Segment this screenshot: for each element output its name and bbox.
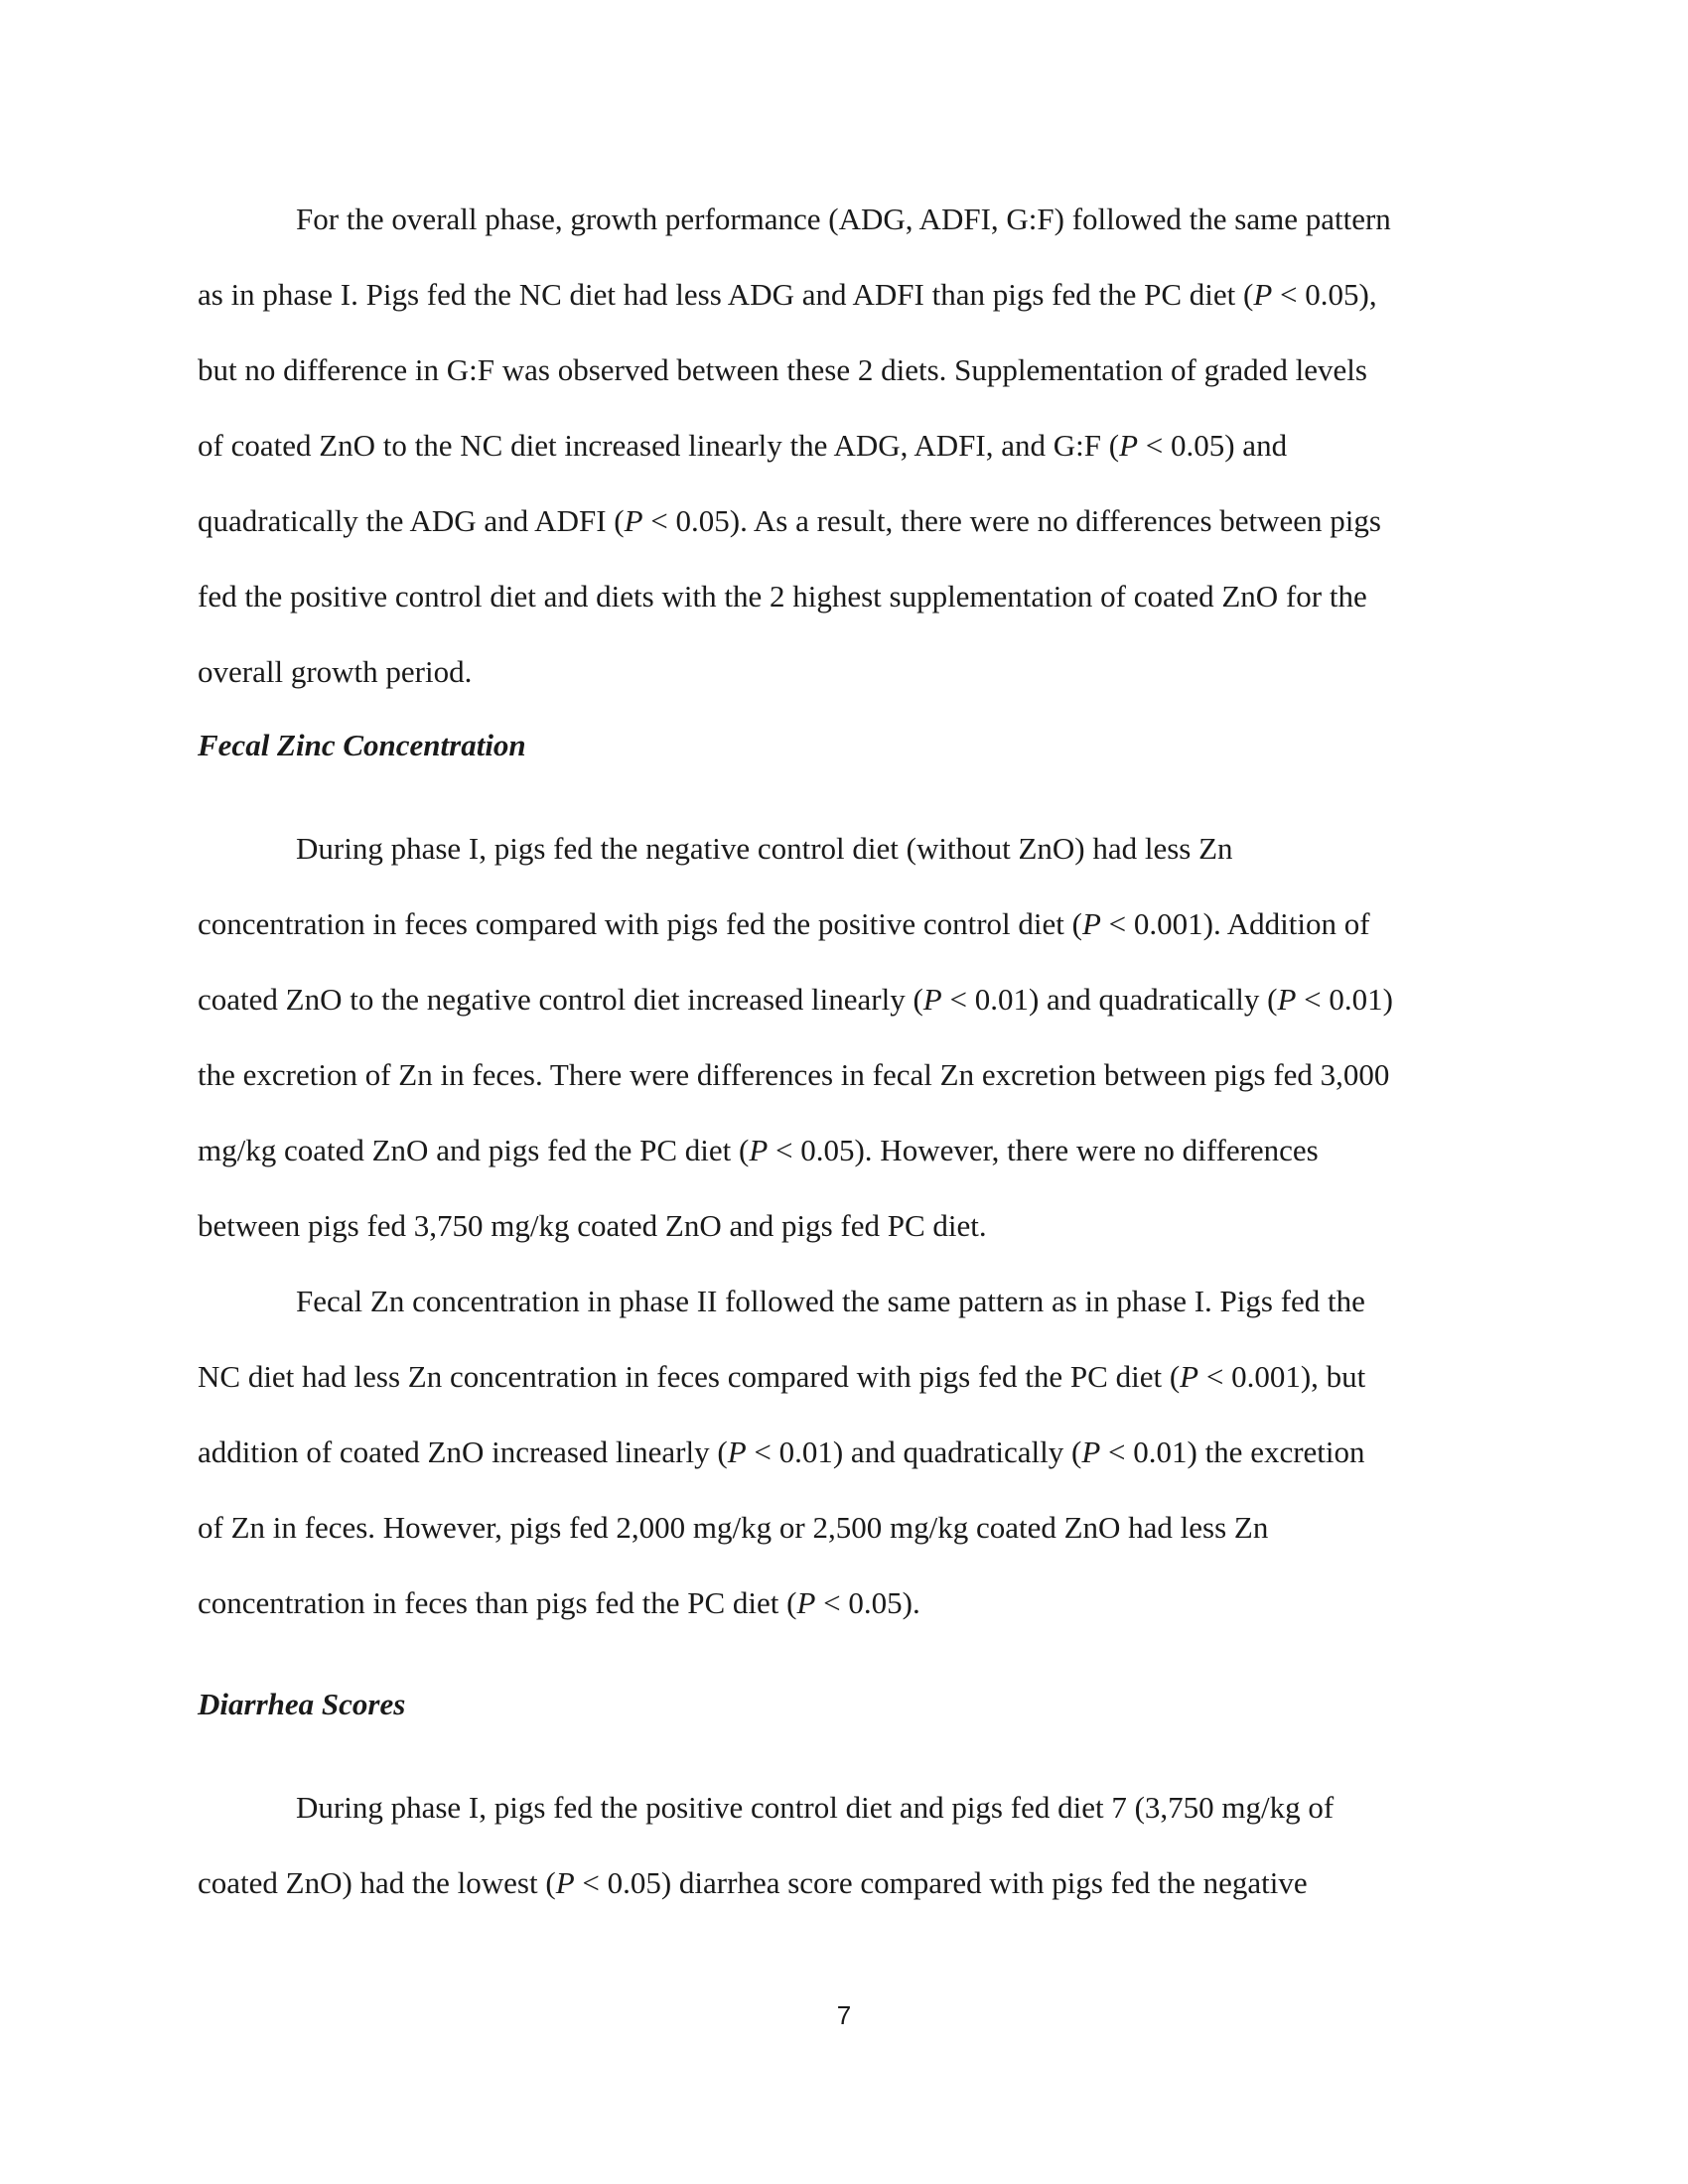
page-number: 7 — [836, 2000, 852, 2030]
paragraph-line: For the overall phase, growth performance (ADG, ADFI, G:F) followed the same pattern — [296, 202, 1391, 236]
paragraph-line: addition of coated ZnO increased linearly (P < 0.01) and quadratically (P < 0.01) the excretion — [198, 1434, 1365, 1469]
paragraph-line: NC diet had less Zn concentration in feces compared with pigs fed the PC diet (P < 0.001), but — [198, 1359, 1366, 1394]
paragraph-line: During phase I, pigs fed the negative control diet (without ZnO) had less Zn — [296, 831, 1233, 866]
paragraph-line: fed the positive control diet and diets with the 2 highest supplementation of coated ZnO for the — [198, 579, 1367, 614]
paragraph-line: coated ZnO to the negative control diet increased linearly (P < 0.01) and quadratically (P < 0.01) — [198, 982, 1393, 1017]
paragraph-line: coated ZnO) had the lowest (P < 0.05) diarrhea score compared with pigs fed the negative — [198, 1865, 1308, 1900]
paragraph-line: of coated ZnO to the NC diet increased linearly the ADG, ADFI, and G:F (P < 0.05) and — [198, 428, 1288, 463]
paragraph-line: During phase I, pigs fed the positive control diet and pigs fed diet 7 (3,750 mg/kg of — [296, 1790, 1335, 1825]
paragraph-line: mg/kg coated ZnO and pigs fed the PC diet (P < 0.05). However, there were no differences — [198, 1133, 1319, 1167]
paragraph-line: quadratically the ADG and ADFI (P < 0.05). As a result, there were no differences between pigs — [198, 503, 1381, 538]
section-heading: Fecal Zinc Concentration — [198, 728, 526, 762]
paragraph-line: of Zn in feces. However, pigs fed 2,000 mg/kg or 2,500 mg/kg coated ZnO had less Zn — [198, 1510, 1269, 1545]
paragraph-line: concentration in feces than pigs fed the PC diet (P < 0.05). — [198, 1585, 920, 1620]
paragraph-line: but no difference in G:F was observed between these 2 diets. Supplementation of graded levels — [198, 352, 1367, 387]
paragraph-line: as in phase I. Pigs fed the NC diet had less ADG and ADFI than pigs fed the PC diet (P < 0.05), — [198, 277, 1377, 312]
paragraph-line: between pigs fed 3,750 mg/kg coated ZnO and pigs fed PC diet. — [198, 1208, 987, 1243]
paragraph-line: overall growth period. — [198, 654, 473, 689]
section-heading: Diarrhea Scores — [198, 1687, 406, 1721]
paragraph-line: concentration in feces compared with pigs fed the positive control diet (P < 0.001). Addition of — [198, 906, 1370, 941]
paragraph-line: Fecal Zn concentration in phase II followed the same pattern as in phase I. Pigs fed the — [296, 1284, 1365, 1318]
paragraph-line: the excretion of Zn in feces. There were differences in fecal Zn excretion between pigs fed 3,000 — [198, 1057, 1390, 1092]
